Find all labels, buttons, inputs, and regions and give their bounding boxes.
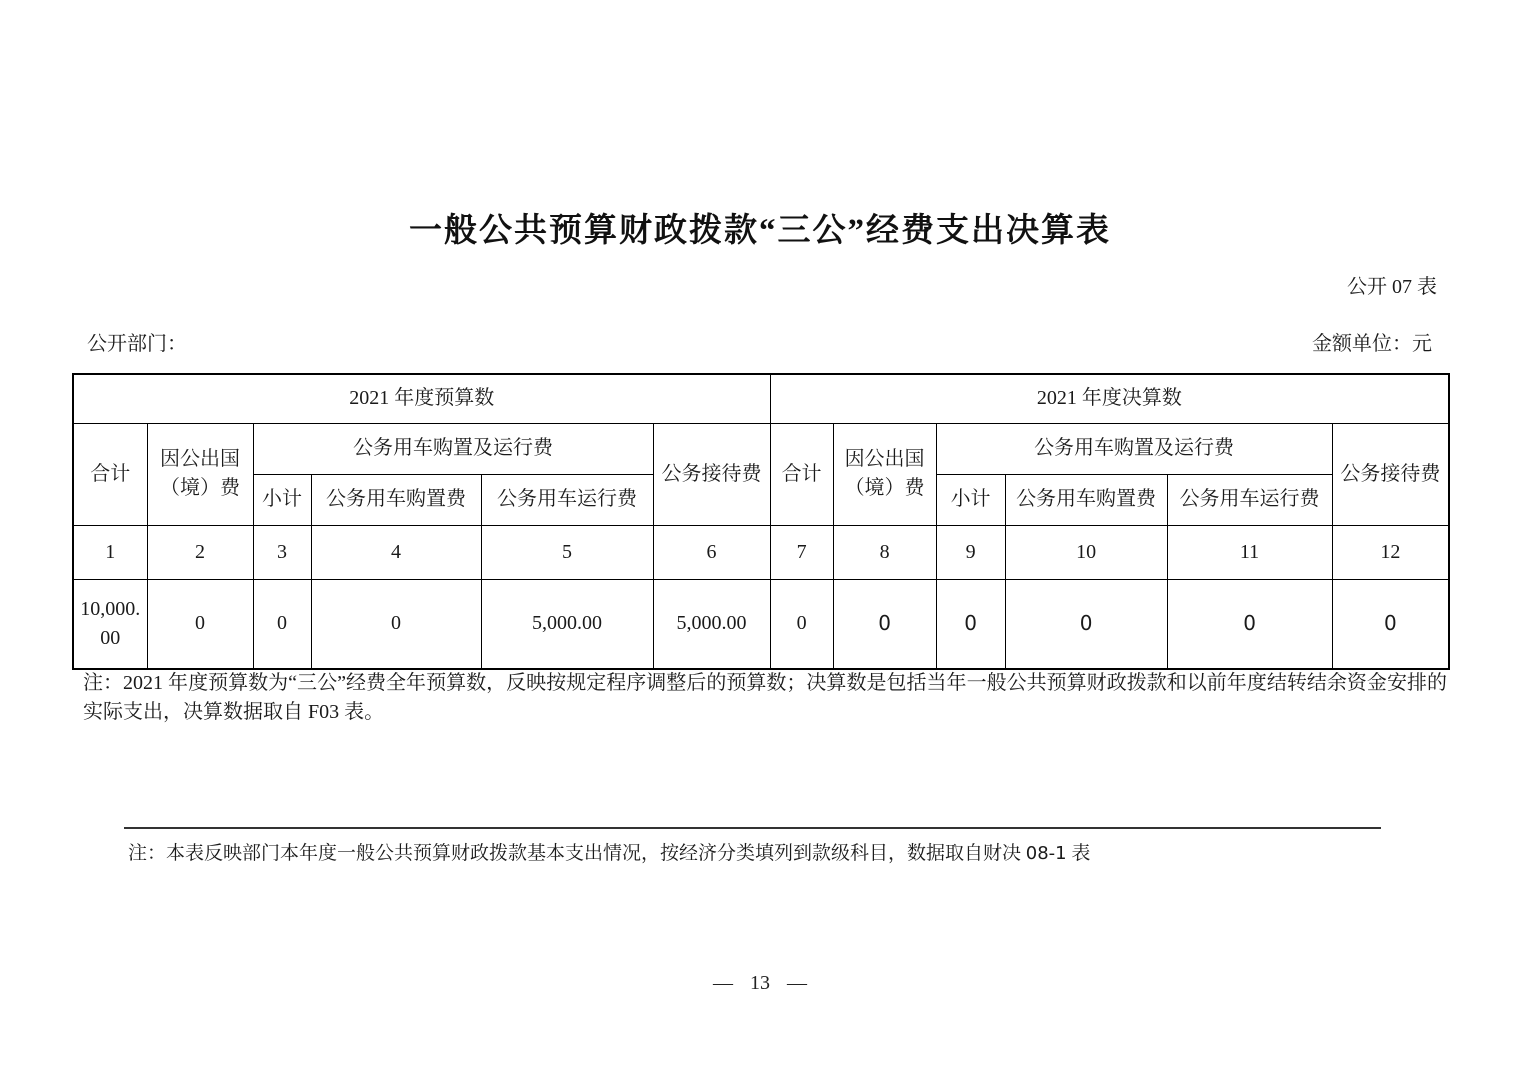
bottom-footnote — [128, 838, 1090, 865]
table-footnote: 注：2021 年度预算数为“三公”经费全年预算数，反映按规定程序调整后的预算数；决算数是包括当年一般公共预算财政拨款和以前年度结转结余资金安排的实际支出，决算数据取自 F03 表。 — [83, 672, 1447, 723]
header-budget-vehicle-operation: 公务用车运行费 — [481, 474, 653, 525]
col-number-12: 12 — [1332, 525, 1449, 579]
unit-label: 金额单位：元 — [1312, 333, 1432, 355]
col-number-9: 9 — [936, 525, 1005, 579]
header-final-total: 合计 — [770, 423, 833, 525]
value-final-reception: 0 — [1332, 579, 1449, 669]
section-title-budget: 2021 年度预算数 — [73, 374, 770, 423]
col-number-1: 1 — [73, 525, 147, 579]
header-final-vehicle-group: 公务用车购置及运行费 — [936, 423, 1332, 474]
form-code-label: 公开 07 表 — [1347, 276, 1437, 298]
col-number-3: 3 — [253, 525, 311, 579]
col-number-11: 11 — [1167, 525, 1332, 579]
header-budget-total: 合计 — [73, 423, 147, 525]
col-number-8: 8 — [833, 525, 936, 579]
value-row — [73, 579, 1449, 669]
value-budget-abroad: 0 — [147, 579, 253, 669]
value-budget-subtotal: 0 — [253, 579, 311, 669]
header-budget-reception: 公务接待费 — [653, 423, 770, 525]
three-public-expense-table — [72, 373, 1450, 670]
col-number-2: 2 — [147, 525, 253, 579]
page-title: 一般公共预算财政拨款“三公”经费支出决算表 — [409, 213, 1111, 249]
value-budget-vehicle-purchase: 0 — [311, 579, 481, 669]
value-final-subtotal: 0 — [936, 579, 1005, 669]
col-number-5: 5 — [481, 525, 653, 579]
header-budget-abroad: 因公出国（境）费 — [147, 423, 253, 525]
department-label: 公开部门： — [87, 333, 187, 355]
header-final-abroad: 因公出国（境）费 — [833, 423, 936, 525]
header-final-vehicle-purchase: 公务用车购置费 — [1005, 474, 1167, 525]
value-final-vehicle-purchase: 0 — [1005, 579, 1167, 669]
page-number: — 13 — — [713, 972, 807, 994]
value-final-total: 0 — [770, 579, 833, 669]
header-budget-vehicle-purchase: 公务用车购置费 — [311, 474, 481, 525]
col-number-10: 10 — [1005, 525, 1167, 579]
value-budget-total: 10,000.00 — [73, 579, 147, 669]
col-number-6: 6 — [653, 525, 770, 579]
column-number-row — [73, 525, 1449, 579]
section-title-final: 2021 年度决算数 — [770, 374, 1449, 423]
col-number-4: 4 — [311, 525, 481, 579]
year-header-row — [73, 374, 1449, 423]
header-budget-vehicle-group: 公务用车购置及运行费 — [253, 423, 653, 474]
bottom-footnote-text: 注：本表反映部门本年度一般公共预算财政拨款基本支出情况，按经济分类填列到款级科目，数据取自财决 — [128, 843, 1026, 864]
col-number-7: 7 — [770, 525, 833, 579]
value-final-vehicle-operation: 0 — [1167, 579, 1332, 669]
header-final-reception: 公务接待费 — [1332, 423, 1449, 525]
header-budget-subtotal: 小计 — [253, 474, 311, 525]
bottom-footnote-suffix: 表 — [1066, 843, 1091, 864]
value-final-abroad: 0 — [833, 579, 936, 669]
value-budget-vehicle-operation: 5,000.00 — [481, 579, 653, 669]
header-row-upper — [73, 423, 1449, 474]
footnote-divider-line — [124, 827, 1381, 829]
value-budget-reception: 5,000.00 — [653, 579, 770, 669]
header-final-subtotal: 小计 — [936, 474, 1005, 525]
bottom-footnote-code: 08-1 — [1025, 843, 1067, 864]
header-final-vehicle-operation: 公务用车运行费 — [1167, 474, 1332, 525]
